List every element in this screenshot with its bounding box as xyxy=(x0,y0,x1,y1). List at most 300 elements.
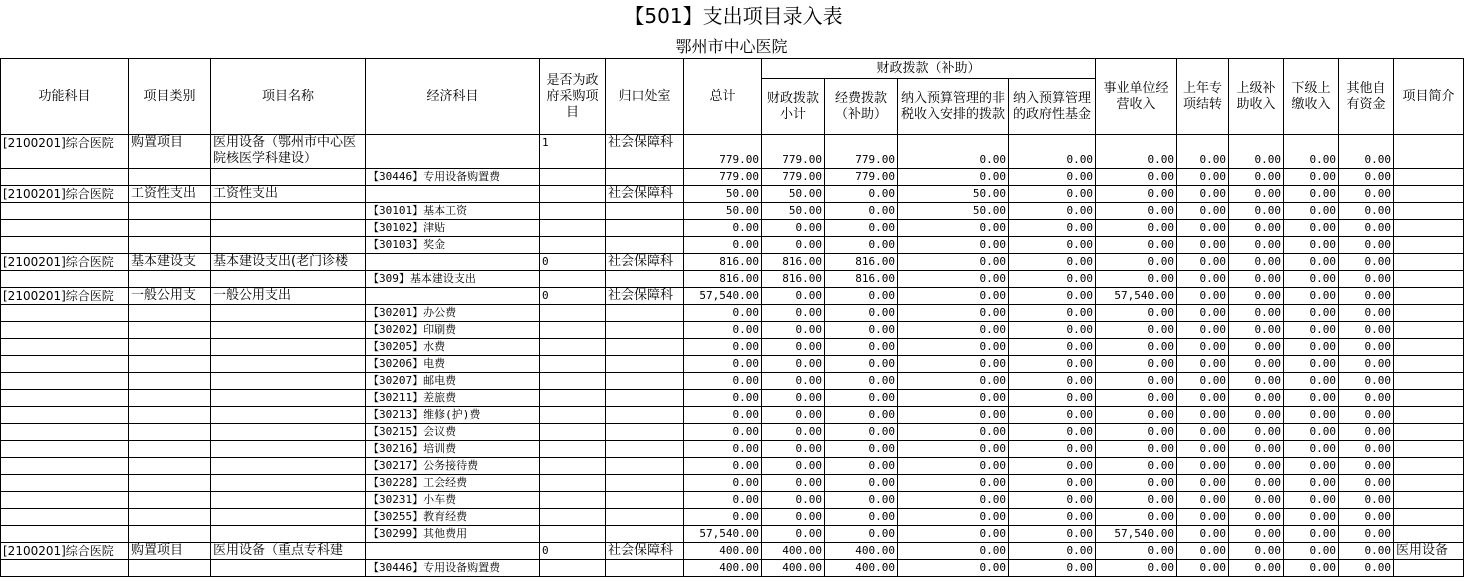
cell-fund-allocation[interactable]: 0.00 xyxy=(825,322,898,339)
cell-prev-year[interactable]: 0.00 xyxy=(1177,271,1229,288)
cell-business-income[interactable]: 0.00 xyxy=(1096,441,1177,458)
cell-nontax-income[interactable]: 0.00 xyxy=(898,373,1009,390)
cell-gov-purchase[interactable] xyxy=(540,186,606,203)
cell-nontax-income[interactable]: 0.00 xyxy=(898,526,1009,543)
cell-prev-year[interactable]: 0.00 xyxy=(1177,373,1229,390)
cell-project-type[interactable] xyxy=(129,220,211,237)
cell-econ-subject[interactable] xyxy=(366,135,540,169)
cell-nontax-income[interactable]: 0.00 xyxy=(898,390,1009,407)
cell-other-funds[interactable]: 0.00 xyxy=(1339,458,1394,475)
cell-gov-purchase[interactable] xyxy=(540,492,606,509)
cell-intro[interactable] xyxy=(1394,135,1464,169)
cell-lower-payment[interactable]: 0.00 xyxy=(1284,475,1339,492)
cell-func-subject[interactable] xyxy=(1,305,129,322)
cell-fiscal-subtotal[interactable]: 0.00 xyxy=(762,237,825,254)
cell-business-income[interactable]: 0.00 xyxy=(1096,509,1177,526)
cell-gov-purchase[interactable] xyxy=(540,424,606,441)
cell-econ-subject[interactable] xyxy=(366,254,540,271)
cell-office[interactable] xyxy=(606,305,684,322)
cell-gov-fund[interactable]: 0.00 xyxy=(1009,424,1096,441)
table-row[interactable] xyxy=(1,220,1464,237)
cell-func-subject[interactable] xyxy=(1,424,129,441)
cell-gov-purchase[interactable] xyxy=(540,526,606,543)
cell-fiscal-subtotal[interactable]: 400.00 xyxy=(762,543,825,560)
cell-project-type[interactable] xyxy=(129,271,211,288)
cell-business-income[interactable]: 0.00 xyxy=(1096,424,1177,441)
cell-total[interactable]: 0.00 xyxy=(684,424,762,441)
cell-project-type[interactable]: 工资性支出 xyxy=(129,186,211,203)
cell-intro[interactable] xyxy=(1394,237,1464,254)
cell-econ-subject[interactable]: 【30228】工会经费 xyxy=(366,475,540,492)
cell-func-subject[interactable] xyxy=(1,458,129,475)
cell-lower-payment[interactable]: 0.00 xyxy=(1284,203,1339,220)
cell-gov-fund[interactable]: 0.00 xyxy=(1009,543,1096,560)
cell-other-funds[interactable]: 0.00 xyxy=(1339,424,1394,441)
cell-intro[interactable] xyxy=(1394,339,1464,356)
cell-other-funds[interactable]: 0.00 xyxy=(1339,475,1394,492)
cell-lower-payment[interactable]: 0.00 xyxy=(1284,356,1339,373)
cell-superior-subsidy[interactable]: 0.00 xyxy=(1229,390,1284,407)
cell-fiscal-subtotal[interactable]: 0.00 xyxy=(762,492,825,509)
cell-project-name[interactable] xyxy=(211,560,366,577)
cell-office[interactable] xyxy=(606,356,684,373)
cell-gov-fund[interactable]: 0.00 xyxy=(1009,492,1096,509)
cell-fund-allocation[interactable]: 0.00 xyxy=(825,339,898,356)
table-row[interactable] xyxy=(1,169,1464,186)
cell-business-income[interactable]: 0.00 xyxy=(1096,407,1177,424)
cell-gov-purchase[interactable]: 0 xyxy=(540,543,606,560)
cell-other-funds[interactable]: 0.00 xyxy=(1339,509,1394,526)
cell-prev-year[interactable]: 0.00 xyxy=(1177,356,1229,373)
cell-prev-year[interactable]: 0.00 xyxy=(1177,441,1229,458)
cell-lower-payment[interactable]: 0.00 xyxy=(1284,220,1339,237)
cell-gov-purchase[interactable] xyxy=(540,475,606,492)
cell-func-subject[interactable] xyxy=(1,475,129,492)
cell-project-type[interactable] xyxy=(129,322,211,339)
cell-project-name[interactable] xyxy=(211,441,366,458)
cell-office[interactable] xyxy=(606,220,684,237)
cell-prev-year[interactable]: 0.00 xyxy=(1177,458,1229,475)
cell-lower-payment[interactable]: 0.00 xyxy=(1284,288,1339,305)
cell-other-funds[interactable]: 0.00 xyxy=(1339,169,1394,186)
cell-project-name[interactable] xyxy=(211,356,366,373)
table-row[interactable] xyxy=(1,339,1464,356)
cell-prev-year[interactable]: 0.00 xyxy=(1177,526,1229,543)
cell-fiscal-subtotal[interactable]: 0.00 xyxy=(762,390,825,407)
cell-office[interactable] xyxy=(606,322,684,339)
cell-other-funds[interactable]: 0.00 xyxy=(1339,492,1394,509)
cell-econ-subject[interactable] xyxy=(366,543,540,560)
cell-office[interactable]: 社会保障科 xyxy=(606,543,684,560)
cell-nontax-income[interactable]: 0.00 xyxy=(898,135,1009,169)
cell-intro[interactable] xyxy=(1394,254,1464,271)
cell-project-name[interactable] xyxy=(211,322,366,339)
cell-nontax-income[interactable]: 0.00 xyxy=(898,407,1009,424)
cell-other-funds[interactable]: 0.00 xyxy=(1339,356,1394,373)
cell-total[interactable]: 779.00 xyxy=(684,135,762,169)
cell-office[interactable] xyxy=(606,390,684,407)
cell-superior-subsidy[interactable]: 0.00 xyxy=(1229,305,1284,322)
cell-gov-purchase[interactable] xyxy=(540,373,606,390)
cell-other-funds[interactable]: 0.00 xyxy=(1339,390,1394,407)
cell-gov-fund[interactable]: 0.00 xyxy=(1009,271,1096,288)
cell-superior-subsidy[interactable]: 0.00 xyxy=(1229,237,1284,254)
cell-gov-fund[interactable]: 0.00 xyxy=(1009,305,1096,322)
cell-gov-fund[interactable]: 0.00 xyxy=(1009,373,1096,390)
cell-fund-allocation[interactable]: 0.00 xyxy=(825,509,898,526)
cell-gov-fund[interactable]: 0.00 xyxy=(1009,288,1096,305)
table-row[interactable] xyxy=(1,356,1464,373)
cell-lower-payment[interactable]: 0.00 xyxy=(1284,526,1339,543)
cell-project-name[interactable] xyxy=(211,220,366,237)
cell-total[interactable]: 0.00 xyxy=(684,492,762,509)
table-row[interactable] xyxy=(1,526,1464,543)
cell-superior-subsidy[interactable]: 0.00 xyxy=(1229,458,1284,475)
cell-project-type[interactable] xyxy=(129,356,211,373)
cell-other-funds[interactable]: 0.00 xyxy=(1339,322,1394,339)
cell-func-subject[interactable] xyxy=(1,560,129,577)
cell-business-income[interactable]: 0.00 xyxy=(1096,492,1177,509)
cell-business-income[interactable]: 0.00 xyxy=(1096,339,1177,356)
cell-func-subject[interactable] xyxy=(1,203,129,220)
cell-nontax-income[interactable]: 0.00 xyxy=(898,322,1009,339)
cell-nontax-income[interactable]: 0.00 xyxy=(898,475,1009,492)
cell-econ-subject[interactable]: 【30205】水费 xyxy=(366,339,540,356)
cell-prev-year[interactable]: 0.00 xyxy=(1177,339,1229,356)
cell-office[interactable] xyxy=(606,492,684,509)
cell-intro[interactable] xyxy=(1394,526,1464,543)
cell-prev-year[interactable]: 0.00 xyxy=(1177,220,1229,237)
cell-fund-allocation[interactable]: 779.00 xyxy=(825,169,898,186)
cell-lower-payment[interactable]: 0.00 xyxy=(1284,560,1339,577)
cell-project-name[interactable] xyxy=(211,526,366,543)
cell-gov-fund[interactable]: 0.00 xyxy=(1009,220,1096,237)
cell-econ-subject[interactable]: 【30216】培训费 xyxy=(366,441,540,458)
cell-fiscal-subtotal[interactable]: 816.00 xyxy=(762,254,825,271)
cell-fiscal-subtotal[interactable]: 0.00 xyxy=(762,356,825,373)
cell-fiscal-subtotal[interactable]: 0.00 xyxy=(762,339,825,356)
cell-project-type[interactable] xyxy=(129,169,211,186)
cell-intro[interactable] xyxy=(1394,492,1464,509)
cell-gov-purchase[interactable]: 0 xyxy=(540,254,606,271)
cell-lower-payment[interactable]: 0.00 xyxy=(1284,254,1339,271)
cell-lower-payment[interactable]: 0.00 xyxy=(1284,305,1339,322)
cell-gov-purchase[interactable] xyxy=(540,458,606,475)
cell-fiscal-subtotal[interactable]: 400.00 xyxy=(762,560,825,577)
cell-project-name[interactable]: 医用设备（鄂州市中心医院核医学科建设） xyxy=(211,135,366,169)
cell-office[interactable] xyxy=(606,509,684,526)
cell-gov-purchase[interactable] xyxy=(540,560,606,577)
cell-business-income[interactable]: 0.00 xyxy=(1096,203,1177,220)
cell-prev-year[interactable]: 0.00 xyxy=(1177,475,1229,492)
cell-intro[interactable] xyxy=(1394,560,1464,577)
cell-office[interactable] xyxy=(606,271,684,288)
cell-gov-purchase[interactable] xyxy=(540,509,606,526)
cell-gov-fund[interactable]: 0.00 xyxy=(1009,390,1096,407)
cell-intro[interactable] xyxy=(1394,475,1464,492)
cell-total[interactable]: 0.00 xyxy=(684,390,762,407)
cell-project-name[interactable]: 基本建设支出(老门诊楼 xyxy=(211,254,366,271)
cell-other-funds[interactable]: 0.00 xyxy=(1339,220,1394,237)
table-row[interactable] xyxy=(1,288,1464,305)
cell-office[interactable] xyxy=(606,526,684,543)
cell-superior-subsidy[interactable]: 0.00 xyxy=(1229,475,1284,492)
cell-func-subject[interactable]: [2100201]综合医院 xyxy=(1,135,129,169)
cell-office[interactable] xyxy=(606,424,684,441)
cell-project-type[interactable] xyxy=(129,560,211,577)
cell-econ-subject[interactable]: 【30101】基本工资 xyxy=(366,203,540,220)
cell-func-subject[interactable] xyxy=(1,356,129,373)
cell-project-name[interactable] xyxy=(211,169,366,186)
cell-project-type[interactable] xyxy=(129,305,211,322)
cell-prev-year[interactable]: 0.00 xyxy=(1177,135,1229,169)
cell-superior-subsidy[interactable]: 0.00 xyxy=(1229,169,1284,186)
cell-fund-allocation[interactable]: 0.00 xyxy=(825,237,898,254)
cell-project-type[interactable] xyxy=(129,458,211,475)
cell-business-income[interactable]: 0.00 xyxy=(1096,186,1177,203)
cell-prev-year[interactable]: 0.00 xyxy=(1177,407,1229,424)
cell-office[interactable] xyxy=(606,169,684,186)
cell-lower-payment[interactable]: 0.00 xyxy=(1284,458,1339,475)
cell-project-name[interactable]: 一般公用支出 xyxy=(211,288,366,305)
cell-econ-subject[interactable]: 【30201】办公费 xyxy=(366,305,540,322)
cell-econ-subject[interactable]: 【30202】印刷费 xyxy=(366,322,540,339)
cell-office[interactable] xyxy=(606,458,684,475)
cell-intro[interactable]: 医用设备 xyxy=(1394,543,1464,560)
table-row[interactable] xyxy=(1,475,1464,492)
cell-business-income[interactable]: 0.00 xyxy=(1096,458,1177,475)
cell-total[interactable]: 0.00 xyxy=(684,441,762,458)
cell-intro[interactable] xyxy=(1394,441,1464,458)
cell-prev-year[interactable]: 0.00 xyxy=(1177,543,1229,560)
cell-prev-year[interactable]: 0.00 xyxy=(1177,169,1229,186)
cell-project-type[interactable]: 一般公用支 xyxy=(129,288,211,305)
cell-intro[interactable] xyxy=(1394,220,1464,237)
cell-econ-subject[interactable]: 【309】基本建设支出 xyxy=(366,271,540,288)
cell-gov-fund[interactable]: 0.00 xyxy=(1009,169,1096,186)
table-row[interactable] xyxy=(1,135,1464,169)
cell-fund-allocation[interactable]: 0.00 xyxy=(825,356,898,373)
cell-fiscal-subtotal[interactable]: 0.00 xyxy=(762,509,825,526)
cell-superior-subsidy[interactable]: 0.00 xyxy=(1229,356,1284,373)
cell-business-income[interactable]: 0.00 xyxy=(1096,271,1177,288)
cell-business-income[interactable]: 0.00 xyxy=(1096,390,1177,407)
cell-superior-subsidy[interactable]: 0.00 xyxy=(1229,441,1284,458)
cell-fund-allocation[interactable]: 0.00 xyxy=(825,390,898,407)
cell-prev-year[interactable]: 0.00 xyxy=(1177,186,1229,203)
cell-func-subject[interactable] xyxy=(1,509,129,526)
cell-fund-allocation[interactable]: 0.00 xyxy=(825,492,898,509)
cell-fiscal-subtotal[interactable]: 0.00 xyxy=(762,458,825,475)
cell-func-subject[interactable]: [2100201]综合医院 xyxy=(1,254,129,271)
cell-nontax-income[interactable]: 0.00 xyxy=(898,441,1009,458)
cell-fund-allocation[interactable]: 0.00 xyxy=(825,203,898,220)
cell-business-income[interactable]: 0.00 xyxy=(1096,373,1177,390)
cell-fiscal-subtotal[interactable]: 0.00 xyxy=(762,220,825,237)
cell-project-type[interactable] xyxy=(129,441,211,458)
cell-superior-subsidy[interactable]: 0.00 xyxy=(1229,220,1284,237)
cell-fund-allocation[interactable]: 400.00 xyxy=(825,560,898,577)
cell-gov-fund[interactable]: 0.00 xyxy=(1009,407,1096,424)
cell-business-income[interactable]: 0.00 xyxy=(1096,220,1177,237)
cell-fund-allocation[interactable]: 0.00 xyxy=(825,305,898,322)
cell-func-subject[interactable] xyxy=(1,526,129,543)
cell-intro[interactable] xyxy=(1394,305,1464,322)
cell-business-income[interactable]: 0.00 xyxy=(1096,356,1177,373)
cell-total[interactable]: 0.00 xyxy=(684,237,762,254)
cell-office[interactable]: 社会保障科 xyxy=(606,186,684,203)
cell-project-name[interactable] xyxy=(211,407,366,424)
cell-nontax-income[interactable]: 0.00 xyxy=(898,169,1009,186)
cell-func-subject[interactable] xyxy=(1,390,129,407)
cell-gov-fund[interactable]: 0.00 xyxy=(1009,339,1096,356)
cell-project-type[interactable] xyxy=(129,424,211,441)
table-row[interactable] xyxy=(1,305,1464,322)
cell-lower-payment[interactable]: 0.00 xyxy=(1284,509,1339,526)
cell-nontax-income[interactable]: 0.00 xyxy=(898,339,1009,356)
cell-func-subject[interactable] xyxy=(1,492,129,509)
cell-intro[interactable] xyxy=(1394,271,1464,288)
table-row[interactable] xyxy=(1,458,1464,475)
cell-nontax-income[interactable]: 0.00 xyxy=(898,560,1009,577)
cell-lower-payment[interactable]: 0.00 xyxy=(1284,322,1339,339)
cell-gov-purchase[interactable]: 1 xyxy=(540,135,606,169)
cell-func-subject[interactable] xyxy=(1,339,129,356)
cell-nontax-income[interactable]: 0.00 xyxy=(898,543,1009,560)
cell-econ-subject[interactable]: 【30207】邮电费 xyxy=(366,373,540,390)
cell-gov-fund[interactable]: 0.00 xyxy=(1009,560,1096,577)
cell-gov-purchase[interactable] xyxy=(540,356,606,373)
cell-project-name[interactable]: 工资性支出 xyxy=(211,186,366,203)
cell-fiscal-subtotal[interactable]: 0.00 xyxy=(762,288,825,305)
cell-project-name[interactable] xyxy=(211,373,366,390)
table-row[interactable] xyxy=(1,271,1464,288)
cell-office[interactable] xyxy=(606,407,684,424)
cell-project-name[interactable] xyxy=(211,509,366,526)
cell-total[interactable]: 0.00 xyxy=(684,322,762,339)
cell-gov-fund[interactable]: 0.00 xyxy=(1009,254,1096,271)
cell-office[interactable]: 社会保障科 xyxy=(606,135,684,169)
cell-econ-subject[interactable] xyxy=(366,186,540,203)
cell-fiscal-subtotal[interactable]: 816.00 xyxy=(762,271,825,288)
table-row[interactable] xyxy=(1,373,1464,390)
cell-fund-allocation[interactable]: 0.00 xyxy=(825,441,898,458)
cell-gov-fund[interactable]: 0.00 xyxy=(1009,322,1096,339)
cell-total[interactable]: 50.00 xyxy=(684,186,762,203)
cell-prev-year[interactable]: 0.00 xyxy=(1177,203,1229,220)
cell-econ-subject[interactable]: 【30255】教育经费 xyxy=(366,509,540,526)
cell-gov-fund[interactable]: 0.00 xyxy=(1009,356,1096,373)
cell-total[interactable]: 0.00 xyxy=(684,407,762,424)
cell-nontax-income[interactable]: 0.00 xyxy=(898,305,1009,322)
cell-fund-allocation[interactable]: 816.00 xyxy=(825,271,898,288)
cell-nontax-income[interactable]: 0.00 xyxy=(898,424,1009,441)
cell-prev-year[interactable]: 0.00 xyxy=(1177,560,1229,577)
cell-econ-subject[interactable]: 【30446】专用设备购置费 xyxy=(366,560,540,577)
cell-project-name[interactable] xyxy=(211,305,366,322)
cell-intro[interactable] xyxy=(1394,169,1464,186)
cell-project-type[interactable] xyxy=(129,390,211,407)
cell-project-type[interactable]: 购置项目 xyxy=(129,135,211,169)
cell-gov-fund[interactable]: 0.00 xyxy=(1009,441,1096,458)
cell-other-funds[interactable]: 0.00 xyxy=(1339,237,1394,254)
cell-gov-purchase[interactable] xyxy=(540,390,606,407)
cell-business-income[interactable]: 57,540.00 xyxy=(1096,526,1177,543)
cell-other-funds[interactable]: 0.00 xyxy=(1339,203,1394,220)
cell-total[interactable]: 779.00 xyxy=(684,169,762,186)
table-row[interactable] xyxy=(1,441,1464,458)
cell-nontax-income[interactable]: 50.00 xyxy=(898,203,1009,220)
cell-total[interactable]: 57,540.00 xyxy=(684,526,762,543)
table-row[interactable] xyxy=(1,424,1464,441)
cell-other-funds[interactable]: 0.00 xyxy=(1339,543,1394,560)
cell-superior-subsidy[interactable]: 0.00 xyxy=(1229,526,1284,543)
cell-fund-allocation[interactable]: 0.00 xyxy=(825,288,898,305)
cell-other-funds[interactable]: 0.00 xyxy=(1339,305,1394,322)
cell-superior-subsidy[interactable]: 0.00 xyxy=(1229,492,1284,509)
cell-prev-year[interactable]: 0.00 xyxy=(1177,288,1229,305)
cell-fiscal-subtotal[interactable]: 0.00 xyxy=(762,424,825,441)
table-row[interactable] xyxy=(1,203,1464,220)
cell-other-funds[interactable]: 0.00 xyxy=(1339,560,1394,577)
cell-business-income[interactable]: 0.00 xyxy=(1096,135,1177,169)
cell-gov-fund[interactable]: 0.00 xyxy=(1009,475,1096,492)
cell-superior-subsidy[interactable]: 0.00 xyxy=(1229,373,1284,390)
cell-func-subject[interactable] xyxy=(1,271,129,288)
cell-fund-allocation[interactable]: 0.00 xyxy=(825,526,898,543)
cell-nontax-income[interactable]: 0.00 xyxy=(898,458,1009,475)
cell-business-income[interactable]: 0.00 xyxy=(1096,254,1177,271)
cell-nontax-income[interactable]: 0.00 xyxy=(898,220,1009,237)
cell-office[interactable] xyxy=(606,475,684,492)
cell-other-funds[interactable]: 0.00 xyxy=(1339,339,1394,356)
cell-prev-year[interactable]: 0.00 xyxy=(1177,424,1229,441)
cell-nontax-income[interactable]: 0.00 xyxy=(898,356,1009,373)
cell-total[interactable]: 57,540.00 xyxy=(684,288,762,305)
cell-project-name[interactable] xyxy=(211,271,366,288)
table-row[interactable] xyxy=(1,509,1464,526)
cell-prev-year[interactable]: 0.00 xyxy=(1177,322,1229,339)
cell-nontax-income[interactable]: 0.00 xyxy=(898,509,1009,526)
cell-intro[interactable] xyxy=(1394,203,1464,220)
cell-intro[interactable] xyxy=(1394,322,1464,339)
cell-lower-payment[interactable]: 0.00 xyxy=(1284,237,1339,254)
cell-intro[interactable] xyxy=(1394,458,1464,475)
cell-fund-allocation[interactable]: 0.00 xyxy=(825,220,898,237)
cell-nontax-income[interactable]: 0.00 xyxy=(898,237,1009,254)
cell-total[interactable]: 400.00 xyxy=(684,560,762,577)
cell-gov-purchase[interactable] xyxy=(540,407,606,424)
cell-fund-allocation[interactable]: 0.00 xyxy=(825,186,898,203)
cell-fund-allocation[interactable]: 816.00 xyxy=(825,254,898,271)
cell-lower-payment[interactable]: 0.00 xyxy=(1284,492,1339,509)
cell-econ-subject[interactable]: 【30213】维修(护)费 xyxy=(366,407,540,424)
cell-project-type[interactable] xyxy=(129,475,211,492)
cell-superior-subsidy[interactable]: 0.00 xyxy=(1229,339,1284,356)
table-row[interactable] xyxy=(1,186,1464,203)
cell-gov-purchase[interactable] xyxy=(540,322,606,339)
cell-project-type[interactable] xyxy=(129,203,211,220)
cell-office[interactable] xyxy=(606,339,684,356)
cell-prev-year[interactable]: 0.00 xyxy=(1177,492,1229,509)
cell-gov-purchase[interactable] xyxy=(540,237,606,254)
cell-project-type[interactable] xyxy=(129,509,211,526)
cell-fiscal-subtotal[interactable]: 0.00 xyxy=(762,475,825,492)
cell-superior-subsidy[interactable]: 0.00 xyxy=(1229,254,1284,271)
cell-other-funds[interactable]: 0.00 xyxy=(1339,288,1394,305)
cell-total[interactable]: 0.00 xyxy=(684,509,762,526)
cell-gov-purchase[interactable] xyxy=(540,169,606,186)
